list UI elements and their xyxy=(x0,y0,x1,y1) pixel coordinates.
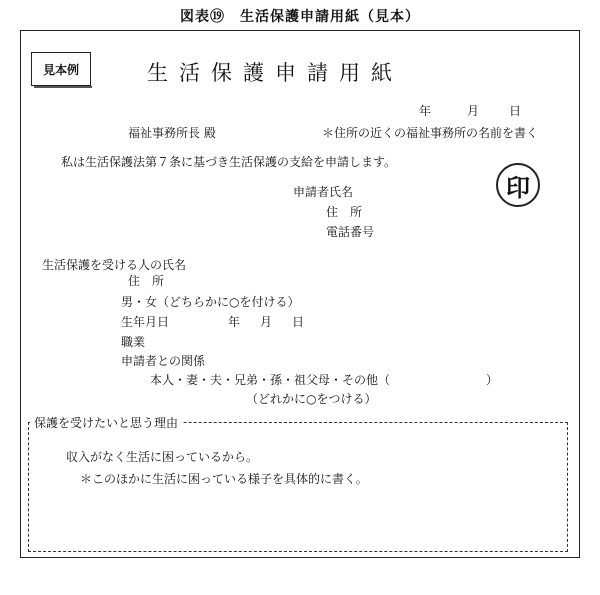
form-title: 生活保護申請用紙 xyxy=(147,61,403,85)
relation-options: 本人・妻・夫・兄弟・孫・祖父母・その他（ ） xyxy=(150,373,499,387)
addressee-note: ＊住所の近くの福祉事務所の名前を書く xyxy=(322,126,539,140)
applicant-address-label: 住 所 xyxy=(326,205,363,219)
sample-label: 見本例 xyxy=(31,52,91,86)
recipient-birth-label: 生年月日 xyxy=(121,315,170,329)
recipient-birth-day: 日 xyxy=(292,315,305,329)
relation-note: （どれかに○をつける） xyxy=(246,392,377,406)
reason-line-1: 収入がなく生活に困っているから。 xyxy=(66,450,259,464)
recipient-relation-label: 申請者との関係 xyxy=(121,354,206,368)
declaration: 私は生活保護法第７条に基づき生活保護の支給を申請します。 xyxy=(61,155,397,169)
applicant-phone-label: 電話番号 xyxy=(326,225,375,239)
reason-box xyxy=(28,422,568,552)
date-year-label: 年 xyxy=(419,104,432,118)
recipient-birth-year: 年 xyxy=(228,315,241,329)
figure-title: 図表⑲ 生活保護申請用紙（見本） xyxy=(180,9,420,25)
reason-line-2: ＊このほかに生活に困っている様子を具体的に書く。 xyxy=(80,472,368,486)
reason-label: 保護を受けたいと思う理由 xyxy=(30,414,182,431)
recipient-heading: 生活保護を受ける人の氏名 xyxy=(42,258,187,272)
seal-mark: 印 xyxy=(496,163,540,207)
recipient-sex-label: 男・女（どちらかに○を付ける） xyxy=(121,295,300,309)
applicant-name-label: 申請者氏名 xyxy=(293,185,354,199)
date-month-label: 月 xyxy=(467,104,480,118)
addressee: 福祉事務所長 殿 xyxy=(128,126,216,140)
recipient-birth-month: 月 xyxy=(260,315,273,329)
recipient-occupation-label: 職業 xyxy=(121,335,146,349)
recipient-address-label: 住 所 xyxy=(128,274,165,288)
date-day-label: 日 xyxy=(509,104,522,118)
